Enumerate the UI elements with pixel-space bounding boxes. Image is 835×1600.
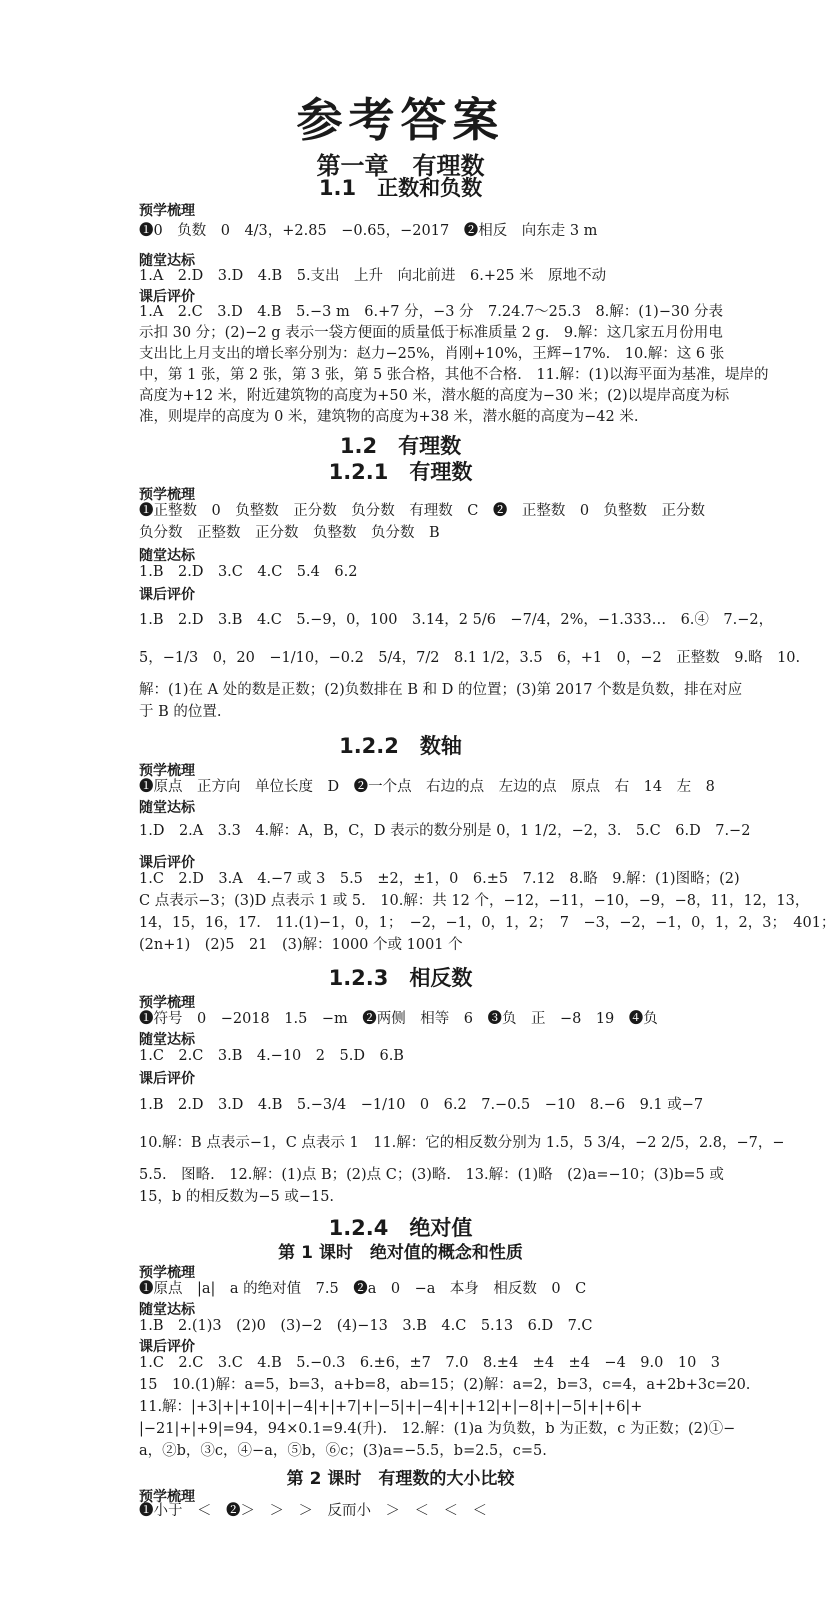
s124-rev-line: 1.C 2.C 3.C 4.B 5.−0.3 6.±6，±7 7.0 8.±4 ±4 ±4 −4 9.0 10 3	[139, 1355, 721, 1371]
section-1-2-3-heading: 1.2.3 相反数	[328, 966, 473, 990]
s124-pre2-line: ❶小于 ＜ ❷＞ ＞ ＞ 反而小 ＞ ＜ ＜ ＜	[139, 1503, 487, 1519]
label-prestudy: 预学梳理	[139, 487, 195, 503]
s124-rev-line: a，②b，③c，④−a，⑤b，⑥c；(3)a=−5.5，b=2.5，c=5.	[139, 1443, 547, 1459]
lesson-2-heading: 第 2 课时 有理数的大小比较	[286, 1469, 515, 1489]
label-practice: 随堂达标	[139, 548, 195, 564]
s123-rev-line: 5.5. 图略. 12.解：(1)点 B；(2)点 C；(3)略. 13.解：(1)略 (2)a=−10；(3)b=5 或	[139, 1167, 724, 1183]
label-practice: 随堂达标	[139, 1302, 195, 1318]
s123-rev-line: 1.B 2.D 3.D 4.B 5.−3/4 −1/10 0 6.2 7.−0.5 −10 8.−6 9.1 或−7	[139, 1097, 704, 1113]
s11-rev-line: 1.A 2.C 3.D 4.B 5.−3 m 6.+7 分，−3 分 7.24.7～25.3 8.解：(1)−30 分表	[139, 304, 724, 320]
page-title: 参考答案	[296, 93, 505, 147]
label-practice: 随堂达标	[139, 800, 195, 816]
s122-prac-line: 1.D 2.A 3.3 4.解：A，B，C，D 表示的数分别是 0，1 1/2，−2，3. 5.C 6.D 7.−2	[139, 823, 751, 839]
s123-prac-line: 1.C 2.C 3.B 4.−10 2 5.D 6.B	[139, 1048, 404, 1064]
label-review: 课后评价	[139, 855, 195, 871]
label-practice: 随堂达标	[139, 253, 195, 269]
s121-pre-line: 负分数 正整数 正分数 负整数 负分数 B	[139, 525, 440, 541]
s121-rev-line: 1.B 2.D 3.B 4.C 5.−9，0，100 3.14，2 5/6 −7/4，2%，−1.333… 6.④ 7.−2，	[139, 612, 774, 628]
s124-rev-line: |−21|+|+9|=94，94×0.1=9.4(升). 12.解：(1)a 为负数，b 为正数，c 为正数；(2)①−	[139, 1421, 736, 1437]
s11-rev-line: 准，则堤岸的高度为 0 米，建筑物的高度为+38 米，潜水艇的高度为−42 米.	[139, 409, 639, 425]
s124-prac-line: 1.B 2.(1)3 (2)0 (3)−2 (4)−13 3.B 4.C 5.13 6.D 7.C	[139, 1318, 593, 1334]
s11-rev-line: 支出比上月支出的增长率分别为：赵力−25%，肖刚+10%，王辉−17%. 10.解：这 6 张	[139, 346, 725, 362]
s122-pre-line: ❶原点 正方向 单位长度 D ❷一个点 右边的点 左边的点 原点 右 14 左 8	[139, 779, 715, 795]
s121-prac-line: 1.B 2.D 3.C 4.C 5.4 6.2	[139, 564, 358, 580]
label-review: 课后评价	[139, 1071, 195, 1087]
label-review: 课后评价	[139, 1339, 195, 1355]
s121-rev-line: 5，−1/3 0，20 −1/10，−0.2 5/4，7/2 8.1 1/2，3.5 6，+1 0，−2 正整数 9.略 10.	[139, 650, 801, 666]
label-practice: 随堂达标	[139, 1032, 195, 1048]
s123-pre-line: ❶符号 0 −2018 1.5 −m ❷两侧 相等 6 ❸负 正 −8 19 ❹负	[139, 1011, 658, 1027]
s124-rev-line: 15 10.(1)解：a=5，b=3，a+b=8，ab=15；(2)解：a=2，b=3，c=4，a+2b+3c=20.	[139, 1377, 751, 1393]
section-1-2-heading: 1.2 有理数	[339, 434, 462, 458]
s11-rev-line: 中，第 1 张，第 2 张，第 3 张，第 5 张合格，其他不合格. 11.解：(1)以海平面为基准，堤岸的	[139, 367, 769, 383]
section-1-2-2-heading: 1.2.2 数轴	[339, 734, 462, 758]
label-review: 课后评价	[139, 587, 195, 603]
lesson-1-heading: 第 1 课时 绝对值的概念和性质	[278, 1243, 523, 1263]
label-prestudy: 预学梳理	[139, 1489, 195, 1505]
s123-rev-line: 10.解：B 点表示−1，C 点表示 1 11.解：它的相反数分别为 1.5，5 3/4，−2 2/5，2.8，−7，−	[139, 1135, 785, 1151]
s123-rev-line: 15，b 的相反数为−5 或−15.	[139, 1189, 335, 1205]
label-prestudy: 预学梳理	[139, 1265, 195, 1281]
s124-rev-line: 11.解：|+3|+|+10|+|−4|+|+7|+|−5|+|−4|+|+12|+|−8|+|−5|+|+6|+	[139, 1399, 643, 1415]
s122-rev-line: 14，15，16，17. 11.(1)−1，0，1； −2，−1，0，1，2； 7 −3，−2，−1，0，1，2，3； 401；	[139, 915, 835, 931]
section-1-1-heading: 1.1 正数和负数	[318, 176, 483, 200]
s121-rev-line: 解：(1)在 A 处的数是正数；(2)负数排在 B 和 D 的位置；(3)第 2017 个数是负数，排在对应	[139, 682, 743, 698]
label-review: 课后评价	[139, 289, 195, 305]
s122-rev-line: C 点表示−3；(3)D 点表示 1 或 5. 10.解：共 12 个，−12，−11，−10，−9，−8，11，12，13，	[139, 893, 810, 909]
section-1-2-1-heading: 1.2.1 有理数	[328, 460, 473, 484]
s11-prac-line: 1.A 2.D 3.D 4.B 5.支出 上升 向北前进 6.+25 米 原地不动	[139, 268, 607, 284]
s121-rev-line: 于 B 的位置.	[139, 704, 222, 720]
s11-pre-line: ❶0 负数 0 4/3，+2.85 −0.65，−2017 ❷相反 向东走 3 m	[139, 223, 598, 239]
s124-pre-line: ❶原点 |a| a 的绝对值 7.5 ❷a 0 −a 本身 相反数 0 C	[139, 1281, 587, 1297]
s11-rev-line: 示扣 30 分；(2)−2 g 表示一袋方便面的质量低于标准质量 2 g. 9.解：这几家五月份用电	[139, 325, 723, 341]
label-prestudy: 预学梳理	[139, 995, 195, 1011]
s122-rev-line: (2n+1) (2)5 21 (3)解：1000 个或 1001 个	[139, 937, 463, 953]
s122-rev-line: 1.C 2.D 3.A 4.−7 或 3 5.5 ±2，±1，0 6.±5 7.12 8.略 9.解：(1)图略；(2)	[139, 871, 740, 887]
chapter-heading: 第一章 有理数	[316, 152, 485, 180]
s121-pre-line: ❶正整数 0 负整数 正分数 负分数 有理数 C ❷ 正整数 0 负整数 正分数	[139, 503, 706, 519]
label-prestudy: 预学梳理	[139, 763, 195, 779]
section-1-2-4-heading: 1.2.4 绝对值	[328, 1216, 473, 1240]
label-prestudy: 预学梳理	[139, 203, 195, 219]
s11-rev-line: 高度为+12 米，附近建筑物的高度为+50 米，潜水艇的高度为−30 米；(2)以堤岸高度为标	[139, 388, 730, 404]
